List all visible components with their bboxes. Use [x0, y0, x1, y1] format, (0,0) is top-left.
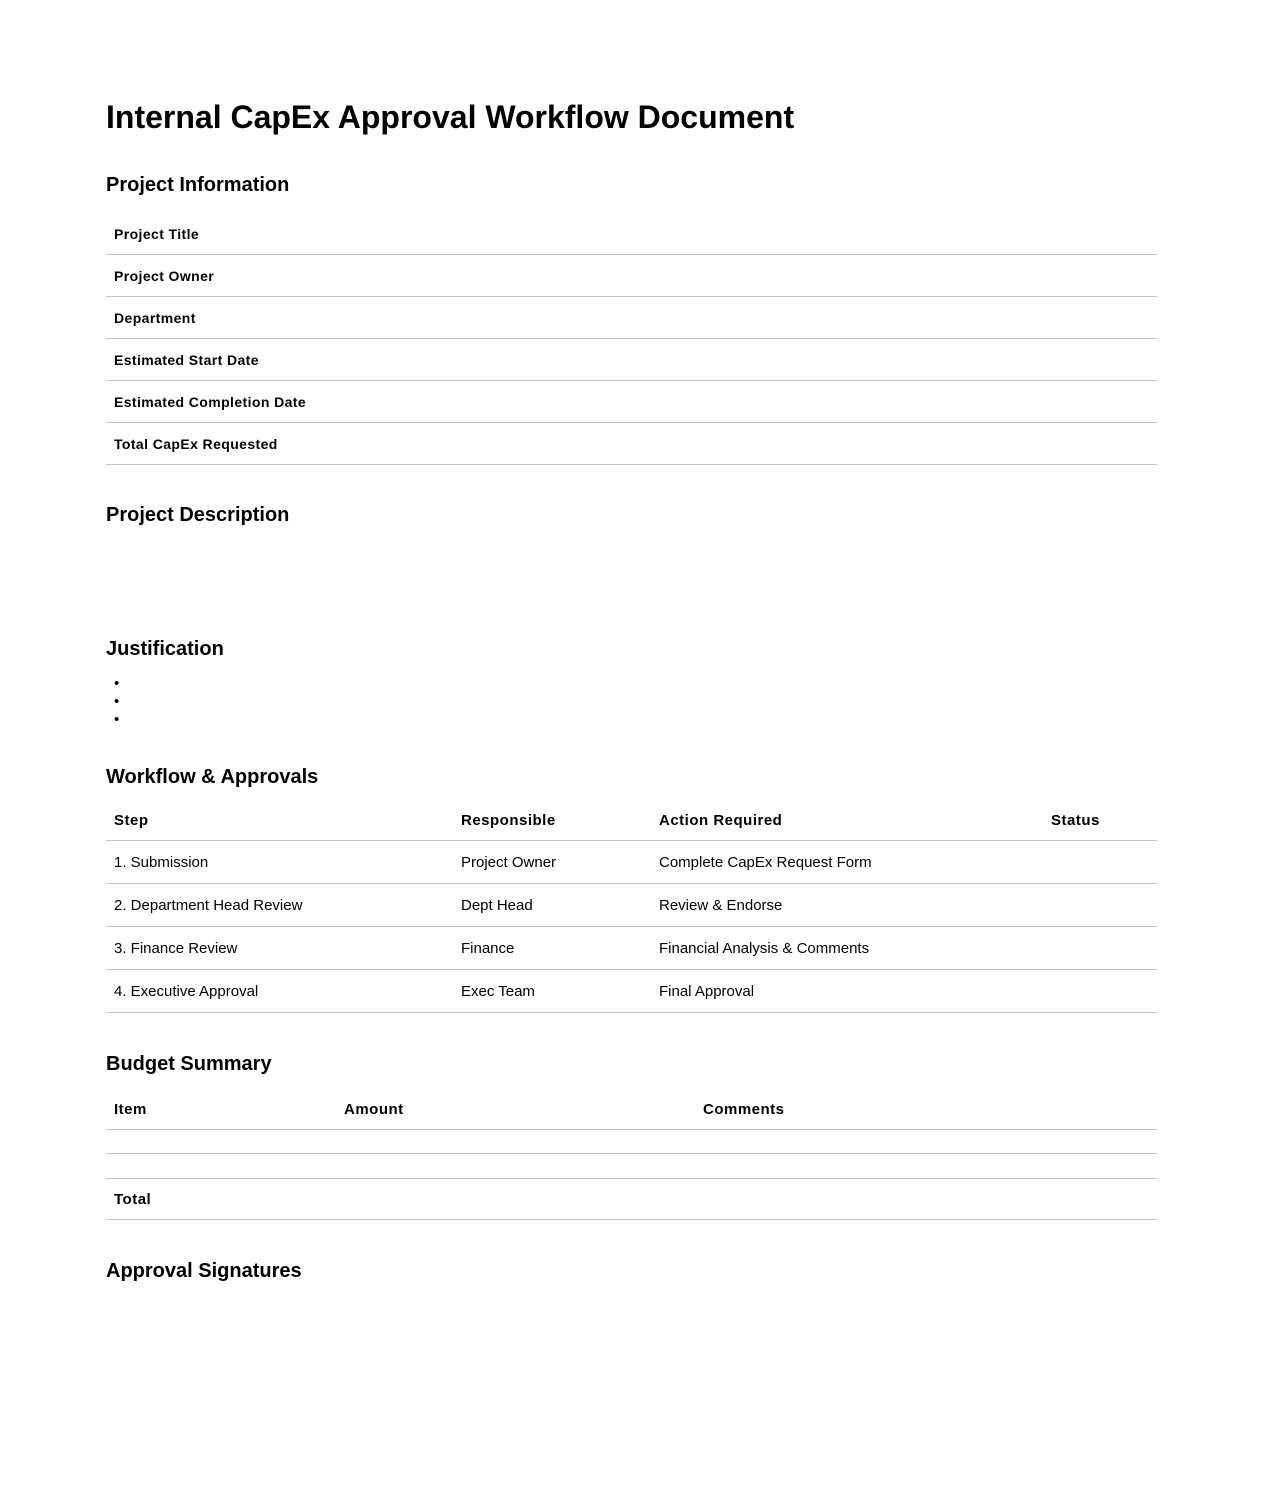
workflow-action-cell: Financial Analysis & Comments	[659, 939, 870, 957]
workflow-action-cell: Final Approval	[659, 982, 755, 1000]
capex-document	[106, 0, 1157, 1283]
field-label-estimated-start-date: Estimated Start Date	[114, 351, 259, 368]
project-information-heading: Project Information	[106, 174, 290, 196]
workflow-responsible-cell: Dept Head	[461, 896, 533, 914]
budget-summary-heading: Budget Summary	[106, 1053, 272, 1075]
budget-total-label: Total	[114, 1190, 152, 1208]
field-row-estimated-completion-date	[106, 381, 1157, 423]
field-row-project-owner	[106, 255, 1157, 297]
justification-list	[106, 675, 1157, 729]
workflow-responsible-cell: Exec Team	[461, 982, 535, 1000]
approval-signatures-heading: Approval Signatures	[106, 1260, 302, 1282]
justification-bullet	[114, 711, 1157, 729]
table-row	[106, 884, 1157, 927]
workflow-column-status: Status	[1051, 811, 1100, 829]
field-row-project-title	[106, 213, 1157, 255]
workflow-column-step: Step	[114, 811, 149, 829]
project-description-heading: Project Description	[106, 504, 290, 526]
justification-heading: Justification	[106, 638, 224, 660]
field-label-project-title: Project Title	[114, 225, 200, 242]
table-row	[106, 841, 1157, 884]
field-label-department: Department	[114, 309, 196, 326]
budget-summary-table	[106, 1089, 1157, 1220]
workflow-step-cell: 4. Executive Approval	[114, 982, 259, 1000]
field-label-estimated-completion-date: Estimated Completion Date	[114, 393, 307, 410]
field-label-total-capex-requested: Total CapEx Requested	[114, 435, 278, 452]
workflow-step-cell: 3. Finance Review	[114, 939, 238, 957]
budget-column-item: Item	[114, 1100, 147, 1118]
document-title: Internal CapEx Approval Workflow Document	[106, 99, 795, 135]
workflow-table	[106, 800, 1157, 1013]
table-row	[106, 1130, 1157, 1154]
workflow-column-responsible: Responsible	[461, 811, 556, 829]
workflow-action-cell: Review & Endorse	[659, 896, 783, 914]
workflow-approvals-heading: Workflow & Approvals	[106, 766, 319, 788]
field-row-total-capex-requested	[106, 423, 1157, 465]
workflow-responsible-cell: Project Owner	[461, 853, 557, 871]
workflow-step-cell: 1. Submission	[114, 853, 209, 871]
field-row-department	[106, 297, 1157, 339]
justification-bullet	[114, 693, 1157, 711]
field-label-project-owner: Project Owner	[114, 267, 215, 284]
table-row	[106, 970, 1157, 1013]
workflow-action-cell: Complete CapEx Request Form	[659, 853, 872, 871]
field-row-estimated-start-date	[106, 339, 1157, 381]
budget-column-amount: Amount	[344, 1100, 404, 1118]
table-row	[106, 1154, 1157, 1179]
project-description-body	[106, 527, 1157, 637]
table-row	[106, 927, 1157, 970]
workflow-column-action-required: Action Required	[659, 811, 783, 829]
budget-total-row	[106, 1179, 1157, 1220]
budget-header-row	[106, 1089, 1157, 1130]
justification-bullet	[114, 675, 1157, 693]
workflow-header-row	[106, 800, 1157, 841]
workflow-responsible-cell: Finance	[461, 939, 515, 957]
workflow-step-cell: 2. Department Head Review	[114, 896, 303, 914]
project-information-fields	[106, 213, 1157, 465]
budget-column-comments: Comments	[703, 1100, 785, 1118]
